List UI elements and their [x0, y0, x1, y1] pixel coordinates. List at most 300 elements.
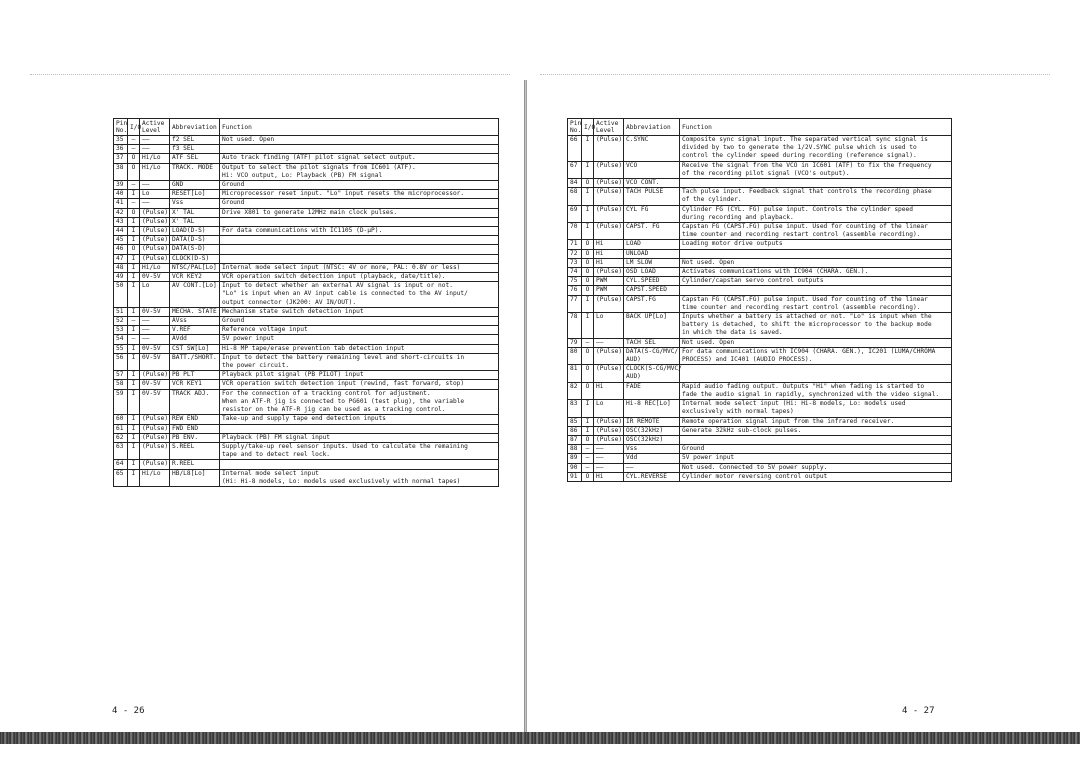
function-cell: For the connection of a tracking control for adjustment. When an ATF-R jig is connected to PG601 (test plug), the variable resistor on the ATF-R jig can be used as a tracking control. — [220, 389, 499, 415]
pin-no-cell: 49 — [114, 273, 128, 282]
pin-no-cell: 57 — [114, 371, 128, 380]
abbreviation-cell: OSC(32kHz) — [624, 426, 680, 435]
io-cell: — — [582, 454, 594, 463]
function-cell: Capstan FG (CAPST.FG) pulse input. Used for counting of the linear time counter and recording restart control (assemble recording). — [680, 223, 952, 240]
abbreviation-cell: X' TAL — [170, 208, 220, 217]
io-cell: O — [582, 258, 594, 267]
active-level-cell: —— — [140, 181, 170, 190]
active-level-cell: —— — [140, 317, 170, 326]
io-cell: — — [128, 335, 140, 344]
function-cell: VCR operation switch detection input (playback, date/title). — [220, 273, 499, 282]
active-level-cell: (Pulse) — [594, 417, 624, 426]
io-cell: O — [128, 245, 140, 254]
header-pin-no: Pin No. — [568, 119, 582, 136]
abbreviation-cell: f2 SEL — [170, 136, 220, 145]
io-cell: I — [128, 307, 140, 316]
abbreviation-cell: BACK UP[Lo] — [624, 313, 680, 339]
pin-no-cell: 67 — [568, 161, 582, 178]
io-cell: I — [128, 326, 140, 335]
io-cell: — — [128, 317, 140, 326]
io-cell: I — [128, 236, 140, 245]
active-level-cell: (Pulse) — [594, 136, 624, 162]
io-cell: — — [128, 145, 140, 154]
header-active-level: Active Level — [594, 119, 624, 136]
pin-no-cell: 76 — [568, 286, 582, 295]
abbreviation-cell: X' TAL — [170, 217, 220, 226]
io-cell: I — [128, 273, 140, 282]
abbreviation-cell: REW END — [170, 415, 220, 424]
table-row — [114, 415, 499, 424]
header-abbreviation: Abbreviation — [170, 119, 220, 136]
function-cell: Auto track finding (ATF) pilot signal select output. — [220, 154, 499, 163]
io-cell: I — [128, 190, 140, 199]
pin-no-cell: 91 — [568, 472, 582, 481]
function-cell: Not used. Open — [680, 258, 952, 267]
abbreviation-cell: C.SYNC — [624, 136, 680, 162]
active-level-cell: Hi — [594, 258, 624, 267]
active-level-cell: (Pulse) — [140, 236, 170, 245]
abbreviation-cell: AV CONT.[Lo] — [170, 282, 220, 308]
table-row — [114, 208, 499, 217]
pin-no-cell: 58 — [114, 380, 128, 389]
function-cell: Playback (PB) FM signal input — [220, 433, 499, 442]
abbreviation-cell: HB/L8[Lo] — [170, 469, 220, 486]
table-row — [114, 442, 499, 459]
io-cell: O — [582, 277, 594, 286]
active-level-cell: (Pulse) — [140, 217, 170, 226]
function-cell: Not used. Connected to 5V power supply. — [680, 463, 952, 472]
function-cell: Capstan FG (CAPST.FG) pulse input. Used for counting of the linear time counter and recording restart control (assemble recording). — [680, 295, 952, 312]
table-row — [568, 365, 952, 382]
abbreviation-cell: CLOCK(D-S) — [170, 254, 220, 263]
active-level-cell: Hi — [594, 472, 624, 481]
active-level-cell: (Pulse) — [594, 179, 624, 188]
pin-no-cell: 56 — [114, 353, 128, 370]
pin-no-cell: 38 — [114, 163, 128, 180]
table-row — [114, 136, 499, 145]
function-cell: Input to detect whether an external AV signal is input or not. "Lo" is input when an AV input cable is connected to the AV input/ output connector (JK200: AV IN/OUT). — [220, 282, 499, 308]
io-cell: O — [582, 435, 594, 444]
table-row — [568, 313, 952, 339]
table-row — [114, 335, 499, 344]
active-level-cell: PWM — [594, 286, 624, 295]
function-cell: Supply/take-up reel sensor inputs. Used to calculate the remaining tape and to detect reel lock. — [220, 442, 499, 459]
function-cell: Rapid audio fading output. Outputs "Hi" when fading is started to fade the audio signal in rapidly, synchronized with the video signal. — [680, 382, 952, 399]
table-row — [568, 223, 952, 240]
table-row — [568, 426, 952, 435]
pin-no-cell: 70 — [568, 223, 582, 240]
io-cell: O — [582, 286, 594, 295]
table-row — [568, 205, 952, 222]
function-cell — [680, 286, 952, 295]
table-row — [568, 435, 952, 444]
active-level-cell: (Pulse) — [594, 268, 624, 277]
abbreviation-cell: R.REEL — [170, 460, 220, 469]
page-number-left: 4 - 26 — [112, 706, 145, 716]
active-level-cell: Hi/Lo — [140, 154, 170, 163]
io-cell: — — [582, 463, 594, 472]
io-cell: O — [582, 249, 594, 258]
table-row — [114, 273, 499, 282]
table-row — [114, 227, 499, 236]
function-cell: Ground — [680, 445, 952, 454]
pin-no-cell: 63 — [114, 442, 128, 459]
pin-no-cell: 73 — [568, 258, 582, 267]
abbreviation-cell: VCR KEY1 — [170, 380, 220, 389]
pin-no-cell: 53 — [114, 326, 128, 335]
pin-no-cell: 47 — [114, 254, 128, 263]
active-level-cell: —— — [594, 338, 624, 347]
function-cell: VCR operation switch detection input (rewind, fast forward, stop) — [220, 380, 499, 389]
active-level-cell: Hi/Lo — [140, 263, 170, 272]
abbreviation-cell: CAPST.SPEED — [624, 286, 680, 295]
active-level-cell: Hi/Lo — [140, 163, 170, 180]
active-level-cell: (Pulse) — [140, 415, 170, 424]
table-header — [114, 119, 499, 136]
pin-no-cell: 55 — [114, 344, 128, 353]
abbreviation-cell: VCO — [624, 161, 680, 178]
table-row — [568, 347, 952, 364]
abbreviation-cell: FWD END — [170, 424, 220, 433]
pin-no-cell: 81 — [568, 365, 582, 382]
io-cell: I — [582, 426, 594, 435]
pin-no-cell: 85 — [568, 417, 582, 426]
function-cell: For data communications with IC904 (CHARA. GEN.), IC201 (LUMA/CHROMA PROCESS) and IC401 (AUDIO PROCESS). — [680, 347, 952, 364]
table-row — [568, 338, 952, 347]
pin-no-cell: 36 — [114, 145, 128, 154]
io-cell: I — [128, 415, 140, 424]
pin-no-cell: 52 — [114, 317, 128, 326]
abbreviation-cell: S.REEL — [170, 442, 220, 459]
table-row — [568, 179, 952, 188]
table-row — [114, 307, 499, 316]
abbreviation-cell: DATA(S-CG/MVC/ AUD) — [624, 347, 680, 364]
active-level-cell: Lo — [140, 282, 170, 308]
table-row — [114, 460, 499, 469]
pin-no-cell: 60 — [114, 415, 128, 424]
page-number-right: 4 - 27 — [902, 706, 935, 716]
pin-no-cell: 51 — [114, 307, 128, 316]
pin-no-cell: 48 — [114, 263, 128, 272]
table-row — [114, 190, 499, 199]
io-cell: O — [582, 365, 594, 382]
io-cell: — — [582, 338, 594, 347]
abbreviation-cell: AVdd — [170, 335, 220, 344]
table-row — [114, 344, 499, 353]
io-cell: I — [582, 161, 594, 178]
abbreviation-cell: CAPST.FG — [624, 295, 680, 312]
abbreviation-cell: GND — [170, 181, 220, 190]
table-row — [114, 145, 499, 154]
table-row — [568, 382, 952, 399]
abbreviation-cell: Vdd — [624, 454, 680, 463]
abbreviation-cell: CLOCK(S-CG/MVC/ AUD) — [624, 365, 680, 382]
io-cell: O — [582, 268, 594, 277]
active-level-cell: (Pulse) — [594, 435, 624, 444]
io-cell: O — [582, 347, 594, 364]
pin-no-cell: 46 — [114, 245, 128, 254]
io-cell: I — [128, 263, 140, 272]
abbreviation-cell: BATT./SHORT. — [170, 353, 220, 370]
function-cell: Input to detect the battery remaining level and short-circuits in the power circuit. — [220, 353, 499, 370]
io-cell: I — [128, 227, 140, 236]
io-cell: I — [128, 469, 140, 486]
abbreviation-cell: CYL FG — [624, 205, 680, 222]
active-level-cell: —— — [594, 463, 624, 472]
io-cell: I — [582, 136, 594, 162]
active-level-cell: (Pulse) — [594, 205, 624, 222]
table-row — [114, 181, 499, 190]
table-row — [114, 282, 499, 308]
pin-no-cell: 86 — [568, 426, 582, 435]
abbreviation-cell: V.REF — [170, 326, 220, 335]
active-level-cell: 0V-5V — [140, 353, 170, 370]
table-row — [114, 217, 499, 226]
table-row — [114, 469, 499, 486]
active-level-cell: —— — [140, 335, 170, 344]
abbreviation-cell: Hi-8 REC[Lo] — [624, 400, 680, 417]
function-cell: Internal mode select input (NTSC: 4V or more, PAL: 0.8V or less) — [220, 263, 499, 272]
active-level-cell: —— — [140, 199, 170, 208]
pin-no-cell: 45 — [114, 236, 128, 245]
pin-no-cell: 78 — [568, 313, 582, 339]
active-level-cell: 0V-5V — [140, 389, 170, 415]
pin-no-cell: 40 — [114, 190, 128, 199]
table-row — [568, 161, 952, 178]
left-page — [0, 0, 527, 763]
active-level-cell: Lo — [594, 400, 624, 417]
io-cell: I — [128, 424, 140, 433]
table-row — [568, 295, 952, 312]
pin-no-cell: 84 — [568, 179, 582, 188]
function-cell — [220, 217, 499, 226]
abbreviation-cell: MECHA. STATE — [170, 307, 220, 316]
table-row — [568, 463, 952, 472]
pin-no-cell: 65 — [114, 469, 128, 486]
header-function: Function — [680, 119, 952, 136]
table-row — [114, 245, 499, 254]
abbreviation-cell: Vss — [170, 199, 220, 208]
function-cell: Take-up and supply tape end detection inputs — [220, 415, 499, 424]
function-cell: 5V power input — [220, 335, 499, 344]
active-level-cell: Hi/Lo — [140, 469, 170, 486]
io-cell: I — [582, 295, 594, 312]
active-level-cell: (Pulse) — [140, 254, 170, 263]
io-cell: I — [128, 254, 140, 263]
abbreviation-cell: UNLOAD — [624, 249, 680, 258]
abbreviation-cell: AVss — [170, 317, 220, 326]
pin-no-cell: 87 — [568, 435, 582, 444]
active-level-cell: (Pulse) — [594, 295, 624, 312]
table-row — [114, 163, 499, 180]
io-cell: I — [582, 417, 594, 426]
table-row — [568, 277, 952, 286]
function-cell: Hi-8 MP tape/erase prevention tab detection input — [220, 344, 499, 353]
pin-table-right — [567, 118, 952, 482]
pin-no-cell: 54 — [114, 335, 128, 344]
function-cell: Ground — [220, 199, 499, 208]
abbreviation-cell: OSC(32kHz) — [624, 435, 680, 444]
table-row — [114, 389, 499, 415]
abbreviation-cell: Vss — [624, 445, 680, 454]
function-cell: Output to select the pilot signals from IC601 (ATF). Hi: VCO output, Lo: Playback (PB) FM signal — [220, 163, 499, 180]
io-cell: I — [128, 344, 140, 353]
function-cell — [680, 249, 952, 258]
table-row — [568, 258, 952, 267]
io-cell: I — [128, 371, 140, 380]
scan-edge-band — [0, 732, 1080, 744]
function-cell: Internal mode select input (Hi: Hi-8 models, Lo: models used exclusively with normal tapes) — [680, 400, 952, 417]
function-cell: Cylinder motor reversing control output — [680, 472, 952, 481]
right-page — [527, 0, 1080, 763]
function-cell: Not used. Open — [680, 338, 952, 347]
abbreviation-cell: ATF SEL — [170, 154, 220, 163]
function-cell — [220, 424, 499, 433]
active-level-cell: —— — [594, 445, 624, 454]
active-level-cell: 0V-5V — [140, 380, 170, 389]
pin-no-cell: 41 — [114, 199, 128, 208]
table-row — [114, 326, 499, 335]
pin-no-cell: 80 — [568, 347, 582, 364]
table-row — [568, 286, 952, 295]
table-row — [114, 433, 499, 442]
table-row — [114, 154, 499, 163]
abbreviation-cell: f3 SEL — [170, 145, 220, 154]
io-cell: O — [582, 240, 594, 249]
abbreviation-cell: DATA(D-S) — [170, 236, 220, 245]
active-level-cell: —— — [140, 145, 170, 154]
active-level-cell: —— — [140, 326, 170, 335]
function-cell: Activates communications with IC904 (CHARA. GEN.). — [680, 268, 952, 277]
function-cell — [220, 236, 499, 245]
pin-no-cell: 90 — [568, 463, 582, 472]
pin-no-cell: 89 — [568, 454, 582, 463]
pin-no-cell: 59 — [114, 389, 128, 415]
table-row — [568, 472, 952, 481]
header-abbreviation: Abbreviation — [624, 119, 680, 136]
header-io: I/O — [582, 119, 594, 136]
io-cell: O — [582, 472, 594, 481]
io-cell: O — [128, 208, 140, 217]
active-level-cell: (Pulse) — [140, 245, 170, 254]
active-level-cell: Hi — [594, 249, 624, 258]
active-level-cell: (Pulse) — [140, 208, 170, 217]
abbreviation-cell: PB ENV. — [170, 433, 220, 442]
pin-no-cell: 42 — [114, 208, 128, 217]
function-cell: Ground — [220, 317, 499, 326]
active-level-cell: 0V-5V — [140, 307, 170, 316]
function-cell: Loading motor drive outputs — [680, 240, 952, 249]
io-cell: I — [128, 442, 140, 459]
function-cell: Playback pilot signal (PB PILOT) input — [220, 371, 499, 380]
io-cell: — — [128, 136, 140, 145]
abbreviation-cell: FADE — [624, 382, 680, 399]
pin-no-cell: 69 — [568, 205, 582, 222]
pin-no-cell: 77 — [568, 295, 582, 312]
active-level-cell: (Pulse) — [594, 188, 624, 205]
table-row — [114, 263, 499, 272]
abbreviation-cell: —— — [624, 463, 680, 472]
io-cell: I — [582, 400, 594, 417]
active-level-cell: (Pulse) — [594, 365, 624, 382]
active-level-cell: (Pulse) — [140, 433, 170, 442]
active-level-cell: —— — [140, 136, 170, 145]
table-row — [568, 400, 952, 417]
function-cell — [220, 254, 499, 263]
active-level-cell: (Pulse) — [140, 227, 170, 236]
active-level-cell: Hi — [594, 240, 624, 249]
header-function: Function — [220, 119, 499, 136]
active-level-cell: (Pulse) — [594, 161, 624, 178]
table-row — [568, 417, 952, 426]
table-row — [114, 353, 499, 370]
function-cell — [220, 245, 499, 254]
abbreviation-cell: CYL.REVERSE — [624, 472, 680, 481]
function-cell: Inputs whether a battery is attached or not. "Lo" is input when the battery is detached, to shift the microprocessor to the backup mode in which the data is saved. — [680, 313, 952, 339]
pin-no-cell: 72 — [568, 249, 582, 258]
function-cell — [680, 435, 952, 444]
pin-no-cell: 62 — [114, 433, 128, 442]
io-cell: I — [128, 380, 140, 389]
table-row — [568, 240, 952, 249]
abbreviation-cell: CAPST. FG — [624, 223, 680, 240]
function-cell: Reference voltage input — [220, 326, 499, 335]
header-io: I/O — [128, 119, 140, 136]
active-level-cell: (Pulse) — [594, 347, 624, 364]
pin-no-cell: 61 — [114, 424, 128, 433]
io-cell: O — [582, 179, 594, 188]
io-cell: O — [128, 163, 140, 180]
pin-no-cell: 68 — [568, 188, 582, 205]
pin-no-cell: 74 — [568, 268, 582, 277]
active-level-cell: Lo — [140, 190, 170, 199]
active-level-cell: —— — [594, 454, 624, 463]
io-cell: I — [582, 205, 594, 222]
io-cell: — — [128, 199, 140, 208]
io-cell: I — [128, 460, 140, 469]
pin-no-cell: 39 — [114, 181, 128, 190]
active-level-cell: 0V-5V — [140, 344, 170, 353]
pin-no-cell: 50 — [114, 282, 128, 308]
abbreviation-cell: TRACK ADJ. — [170, 389, 220, 415]
pin-no-cell: 66 — [568, 136, 582, 162]
table-row — [568, 454, 952, 463]
abbreviation-cell: VCO CONT. — [624, 179, 680, 188]
function-cell — [220, 145, 499, 154]
table-row — [114, 254, 499, 263]
table-row — [568, 445, 952, 454]
function-cell: Cylinder/capstan servo control outputs — [680, 277, 952, 286]
abbreviation-cell: LOAD — [624, 240, 680, 249]
active-level-cell: (Pulse) — [140, 442, 170, 459]
function-cell: Not used. Open — [220, 136, 499, 145]
active-level-cell: Hi — [594, 382, 624, 399]
pin-no-cell: 43 — [114, 217, 128, 226]
function-cell: For data communications with IC1105 (D-μP). — [220, 227, 499, 236]
io-cell: — — [582, 445, 594, 454]
io-cell: I — [128, 433, 140, 442]
pin-table-left — [113, 118, 499, 487]
table-row — [568, 188, 952, 205]
abbreviation-cell: IR REMOTE — [624, 417, 680, 426]
table-row — [568, 268, 952, 277]
active-level-cell: 0V-5V — [140, 273, 170, 282]
active-level-cell: (Pulse) — [140, 424, 170, 433]
abbreviation-cell: TACH PULSE — [624, 188, 680, 205]
pin-no-cell: 75 — [568, 277, 582, 286]
active-level-cell: (Pulse) — [594, 223, 624, 240]
function-cell: Cylinder FG (CYL. FG) pulse input. Controls the cylinder speed during recording and playback. — [680, 205, 952, 222]
